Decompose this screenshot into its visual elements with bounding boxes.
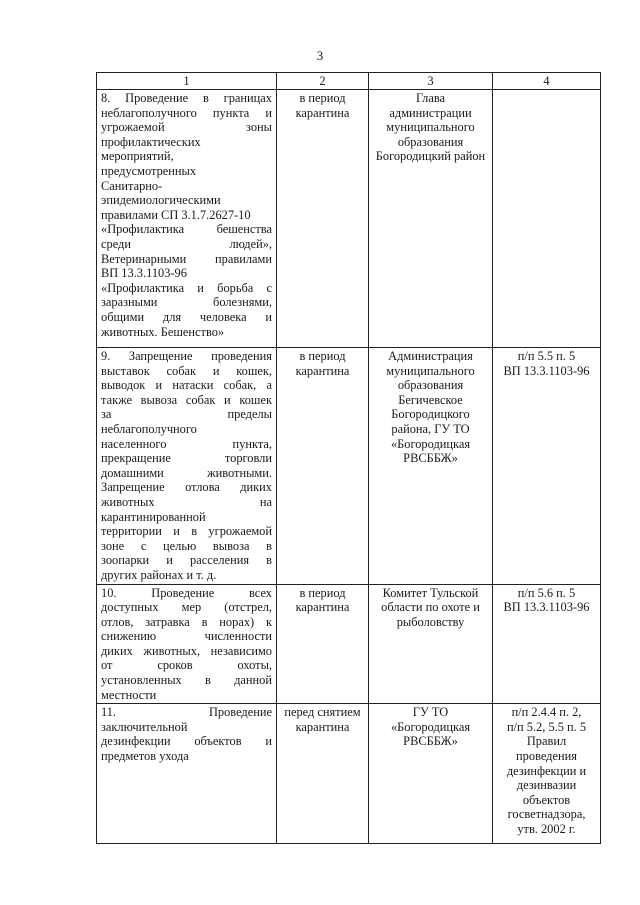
measure-description-line: выставок собак и кошек,: [101, 363, 272, 378]
measure-description-line: неблагополучного: [101, 421, 197, 436]
period-line: карантина: [295, 363, 350, 378]
legal-basis-line: Правил: [526, 734, 567, 749]
legal-basis-line: п/п 2.4.4 п. 2,: [511, 705, 582, 720]
responsible-line: РВСББЖ»: [403, 451, 458, 466]
responsible-line: области по охоте и: [381, 600, 480, 615]
measure-description-cell: [97, 90, 277, 348]
measure-description-line: зоне с целью вывоза в: [101, 538, 272, 553]
measure-description-line: угрожаемой зоны: [101, 120, 272, 135]
measure-description-cell: [97, 584, 277, 704]
responsible-line: ГУ ТО: [412, 705, 449, 720]
measure-description-line: местности: [101, 687, 157, 702]
measure-description-line: также вывоза собак и кошек: [101, 392, 272, 407]
measure-description-line: от сроков охоты,: [101, 658, 272, 673]
measure-description-line: Санитарно-: [101, 178, 163, 193]
legal-basis-cell: [493, 704, 601, 844]
measure-description-line: Ветеринарными правилами: [101, 251, 272, 266]
measure-description-cell: [97, 704, 277, 844]
responsible-line: муниципального: [386, 120, 475, 135]
legal-basis-cell: [493, 348, 601, 585]
measure-description-line: Запрещение отлова диких: [101, 480, 272, 495]
legal-basis-line: проведения: [516, 749, 577, 764]
measure-description-line: общими для человека и: [101, 309, 272, 324]
measure-description-line: «Профилактика и борьба с: [101, 280, 272, 295]
measure-description-line: животных. Бешенство»: [101, 324, 225, 339]
measure-description-line: доступных мер (отстрел,: [101, 600, 272, 615]
measure-description-line: правилами СП 3.1.7.2627-10: [101, 207, 251, 222]
measure-description-line: зоопарки и расселения в: [101, 553, 272, 568]
responsible-line: «Богородицкая: [390, 436, 471, 451]
legal-basis-line: п/п 5.2, 5.5 п. 5: [506, 719, 587, 734]
period-cell: [277, 348, 369, 585]
header-col-2: 2: [277, 73, 369, 90]
period-cell: [277, 704, 369, 844]
header-col-4: 4: [493, 73, 601, 90]
responsible-line: Бегичевское: [398, 392, 463, 407]
period-line: в период: [299, 349, 346, 363]
responsible-line: администрации: [389, 105, 472, 120]
period-cell: [277, 90, 369, 348]
responsible-line: района, ГУ ТО: [391, 421, 470, 436]
legal-basis-line: дезинвазии: [516, 778, 577, 793]
measure-description-line: выводок и натаски собак, а: [101, 378, 272, 393]
period-cell: [277, 584, 369, 704]
table-row: [97, 584, 601, 704]
measure-description-line: 9. Запрещение проведения: [101, 349, 272, 363]
measure-description-line: за пределы: [101, 407, 272, 422]
responsible-line: образования: [397, 134, 464, 149]
responsible-line: Комитет Тульской: [382, 585, 479, 600]
responsible-line: муниципального: [386, 363, 475, 378]
table-row: [97, 348, 601, 585]
period-line: карантина: [295, 719, 350, 734]
measure-description-line: установленных в данной: [101, 673, 272, 688]
responsible-line: Богородицкого: [391, 407, 470, 422]
responsible-line: «Богородицкая: [390, 719, 471, 734]
measure-description-line: заключительной: [101, 719, 188, 734]
responsible-cell: [369, 90, 493, 348]
measure-description-line: животных на: [101, 494, 272, 509]
period-line: карантина: [295, 600, 350, 615]
measure-description-line: отлов, затравка в норах) к: [101, 614, 272, 629]
measure-description-line: среди людей»,: [101, 236, 272, 251]
header-col-3: 3: [369, 73, 493, 90]
legal-basis-line: п/п 5.6 п. 5: [517, 585, 576, 600]
header-row: [97, 73, 601, 90]
measure-description-line: ВП 13.3.1103-96: [101, 266, 187, 281]
measure-description-line: домашними животными.: [101, 465, 272, 480]
responsible-line: рыболовству: [396, 614, 465, 629]
measure-description-line: 11. Проведение: [101, 705, 272, 720]
responsible-line: Глава: [415, 91, 446, 105]
legal-basis-cell: [493, 90, 601, 348]
responsible-line: Администрация: [388, 349, 473, 363]
responsible-cell: [369, 348, 493, 585]
measure-description-line: территории и в угрожаемой: [101, 524, 272, 539]
legal-basis-line: утв. 2002 г.: [517, 822, 576, 836]
legal-basis-line: госветнадзора,: [507, 807, 586, 822]
measure-description-line: других районах и т. д.: [101, 567, 217, 582]
measure-description-line: заразными болезнями,: [101, 295, 272, 310]
measure-description-line: диких животных, независимо: [101, 643, 272, 658]
responsible-line: РВСББЖ»: [403, 734, 458, 749]
measure-description-cell: [97, 348, 277, 585]
measure-description-line: населенного пункта,: [101, 436, 272, 451]
period-line: в период: [299, 91, 346, 105]
legal-basis-line: ВП 13.3.1103-96: [503, 363, 590, 378]
header-col-1: 1: [97, 73, 277, 90]
page-number: 3: [316, 48, 324, 63]
measure-description-line: карантинированной: [101, 509, 206, 524]
measure-description-line: предусмотренных: [101, 163, 197, 178]
legal-basis-line: ВП 13.3.1103-96: [503, 600, 590, 615]
measure-description-line: 10. Проведение всех: [101, 585, 272, 600]
responsible-cell: [369, 704, 493, 844]
measure-description-line: предметов ухода: [101, 749, 189, 764]
legal-basis-line: дезинфекции и: [506, 763, 587, 778]
measure-description-line: эпидемиологическими: [101, 193, 221, 208]
responsible-line: образования: [397, 378, 464, 393]
legal-basis-line: объектов: [522, 792, 571, 807]
table-body: [97, 90, 601, 844]
measure-description-line: профилактических: [101, 134, 201, 149]
period-line: карантина: [295, 105, 350, 120]
measure-description-line: 8. Проведение в границах: [101, 91, 272, 105]
responsible-line: Богородицкий район: [375, 149, 486, 164]
table-row: [97, 90, 601, 348]
table-row: [97, 704, 601, 844]
measure-description-line: дезинфекции объектов и: [101, 734, 272, 749]
legal-basis-line: п/п 5.5 п. 5: [517, 349, 576, 363]
legal-basis-cell: [493, 584, 601, 704]
measure-description-line: снижению численности: [101, 629, 272, 644]
measures-table: [96, 72, 601, 844]
responsible-cell: [369, 584, 493, 704]
measure-description-line: мероприятий,: [101, 149, 174, 164]
period-line: перед снятием: [284, 705, 361, 720]
measure-description-line: неблагополучного пункта и: [101, 105, 272, 120]
measure-description-line: «Профилактика бешенства: [101, 222, 272, 237]
measure-description-line: прекращение торговли: [101, 451, 272, 466]
period-line: в период: [299, 585, 346, 600]
